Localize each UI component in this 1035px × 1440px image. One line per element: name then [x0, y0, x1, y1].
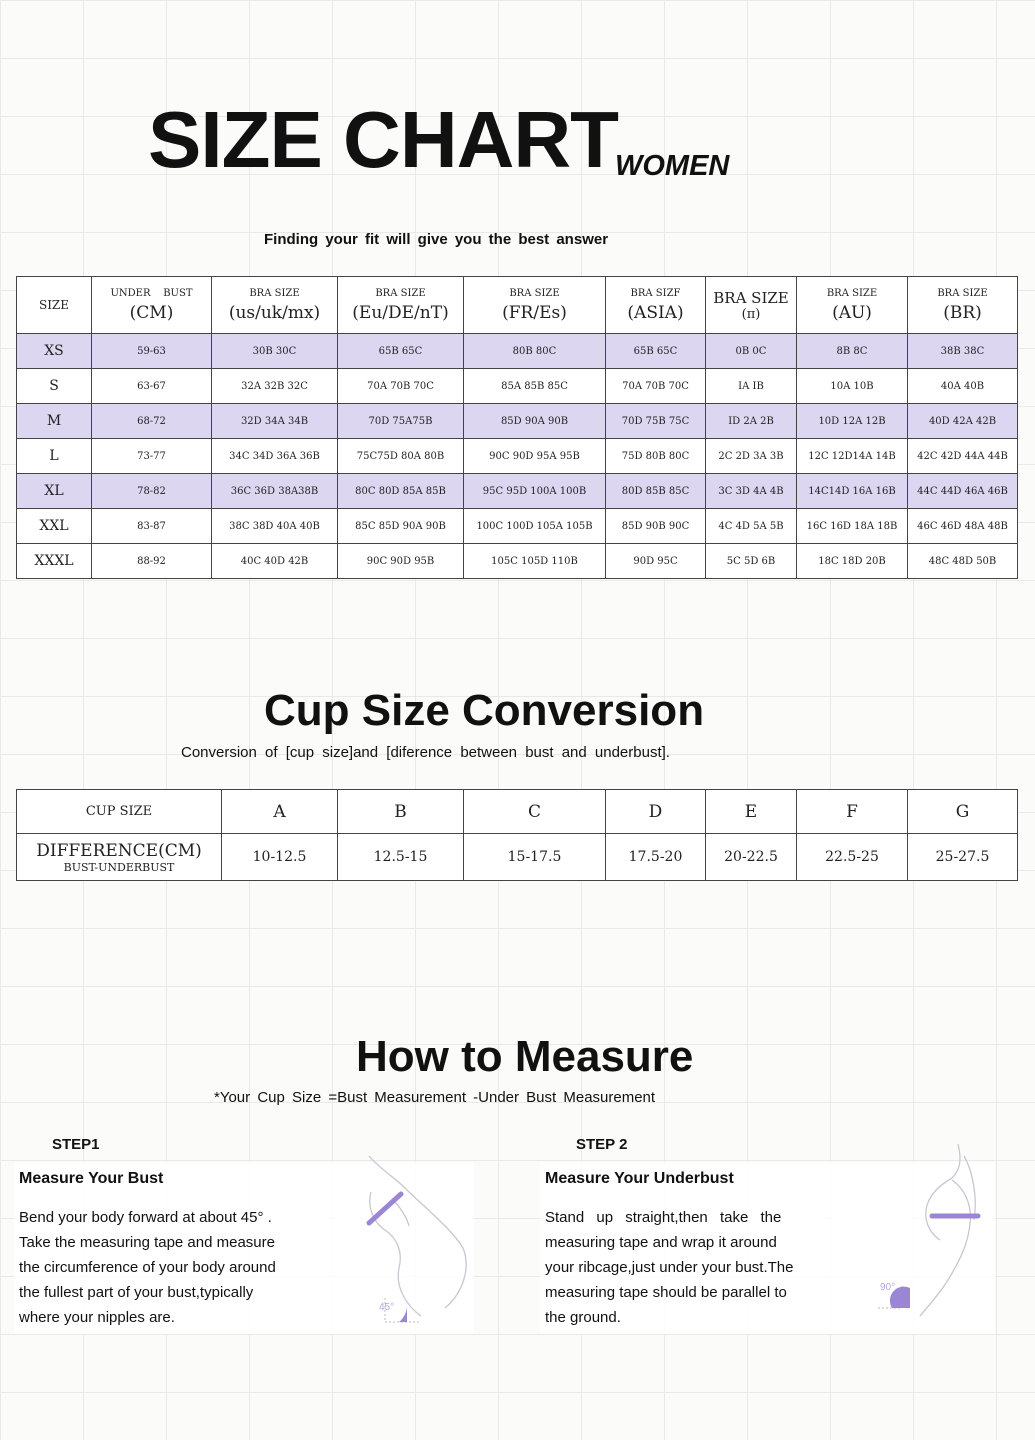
step2-line: measuring tape should be parallel to [545, 1284, 787, 1301]
step2-line: Stand up straight,then take the [545, 1209, 782, 1226]
cup-table [16, 789, 1018, 881]
cup-section-title: Cup Size Conversion [264, 686, 705, 735]
bra-size-cell: 12C 12D14A 14B [797, 439, 908, 474]
bra-size-cell: 85C 85D 90A 90B [338, 509, 464, 544]
column-header: BRA SIZE (π) [706, 277, 797, 334]
bend-forward-figure [355, 1148, 475, 1328]
difference-cell: 12.5-15 [338, 834, 464, 881]
bra-size-cell: 65B 65C [338, 334, 464, 369]
measure-section-title: How to Measure [356, 1032, 694, 1081]
size-table-header-row [17, 277, 1018, 334]
underbust-cell: 78-82 [92, 474, 212, 509]
bra-size-cell: 90D 95C [606, 544, 706, 579]
cup-letter-cell: C [464, 790, 606, 834]
figure-outline [369, 1156, 466, 1316]
size-row [17, 439, 1018, 474]
angle-label: 45° [379, 1302, 395, 1313]
bra-size-cell: 90C 90D 95B [338, 544, 464, 579]
bra-size-cell: 34C 34D 36A 36B [212, 439, 338, 474]
size-cell: L [17, 439, 92, 474]
difference-cell: 17.5-20 [606, 834, 706, 881]
measuring-tape [369, 1194, 401, 1223]
step1-label: STEP1 [52, 1136, 100, 1153]
size-row [17, 474, 1018, 509]
bra-size-cell: ID 2A 2B [706, 404, 797, 439]
step2-line: your ribcage,just under your bust.The [545, 1259, 794, 1276]
column-header: BRA SIZE (BR) [908, 277, 1018, 334]
size-cell: XXXL [17, 544, 92, 579]
column-header: BRA SIZE (FR/Es) [464, 277, 606, 334]
step2-heading: Measure Your Underbust [545, 1170, 734, 1187]
cup-letter-cell: A [222, 790, 338, 834]
bra-size-cell: 5C 5D 6B [706, 544, 797, 579]
bra-size-cell: 80B 80C [464, 334, 606, 369]
bra-size-cell: 38C 38D 40A 40B [212, 509, 338, 544]
bra-size-cell: 4C 4D 5A 5B [706, 509, 797, 544]
size-row [17, 404, 1018, 439]
difference-cell: 20-22.5 [706, 834, 797, 881]
bra-size-cell: 100C 100D 105A 105B [464, 509, 606, 544]
bra-size-cell: 65B 65C [606, 334, 706, 369]
bra-size-cell: 30B 30C [212, 334, 338, 369]
difference-cell: 22.5-25 [797, 834, 908, 881]
size-row [17, 544, 1018, 579]
cup-letter-cell: D [606, 790, 706, 834]
size-table-body [17, 334, 1018, 579]
column-header: BRA SIZE (AU) [797, 277, 908, 334]
page-subtitle: WOMEN [615, 150, 730, 182]
bra-size-cell: 32D 34A 34B [212, 404, 338, 439]
bra-size-cell: 42C 42D 44A 44B [908, 439, 1018, 474]
bra-size-cell: 70A 70B 70C [338, 369, 464, 404]
size-row [17, 509, 1018, 544]
underbust-header: UNDER BUST (CM) [92, 277, 212, 334]
step2-text [545, 1205, 793, 1330]
bra-size-cell: 0B 0C [706, 334, 797, 369]
underbust-cell: 59-63 [92, 334, 212, 369]
tagline: Finding your fit will give you the best answer [264, 231, 609, 248]
size-cell: S [17, 369, 92, 404]
bra-size-cell: 36C 36D 38A38B [212, 474, 338, 509]
bra-size-cell: 10A 10B [797, 369, 908, 404]
step1-line: the fullest part of your bust,typically [19, 1284, 254, 1301]
difference-cell: 15-17.5 [464, 834, 606, 881]
bra-size-cell: 85D 90A 90B [464, 404, 606, 439]
bra-size-cell: 40D 42A 42B [908, 404, 1018, 439]
bra-size-cell: 10D 12A 12B [797, 404, 908, 439]
cup-size-row [17, 790, 1018, 834]
figure-outline [920, 1144, 975, 1316]
cup-letter-cell: G [908, 790, 1018, 834]
size-row [17, 334, 1018, 369]
angle-wedge [399, 1304, 407, 1322]
size-cell: M [17, 404, 92, 439]
bra-size-cell: 70D 75A75B [338, 404, 464, 439]
difference-cell: 25-27.5 [908, 834, 1018, 881]
bra-size-cell: 80D 85B 85C [606, 474, 706, 509]
bra-size-cell: 38B 38C [908, 334, 1018, 369]
column-header: BRA SIZE (us/uk/mx) [212, 277, 338, 334]
step1-text [19, 1205, 276, 1330]
bra-size-cell: 8B 8C [797, 334, 908, 369]
bra-size-cell: 85D 90B 90C [606, 509, 706, 544]
column-header: BRA SIZF (ASIA) [606, 277, 706, 334]
column-header: BRA SIZE (Eu/DE/nT) [338, 277, 464, 334]
bra-size-cell: 18C 18D 20B [797, 544, 908, 579]
cup-letter-cell: E [706, 790, 797, 834]
step1-line: where your nipples are. [19, 1309, 175, 1326]
bra-size-cell: IA IB [706, 369, 797, 404]
measure-note: *Your Cup Size =Bust Measurement -Under Bust Measurement [214, 1089, 656, 1106]
bra-size-cell: 44C 44D 46A 46B [908, 474, 1018, 509]
bra-size-cell: 75D 80B 80C [606, 439, 706, 474]
bra-size-cell: 70D 75B 75C [606, 404, 706, 439]
cup-size-label: CUP SIZE [17, 790, 222, 834]
bra-size-cell: 75C75D 80A 80B [338, 439, 464, 474]
bra-size-cell: 95C 95D 100A 100B [464, 474, 606, 509]
bra-size-cell: 85A 85B 85C [464, 369, 606, 404]
underbust-cell: 83-87 [92, 509, 212, 544]
difference-row [17, 834, 1018, 881]
page-title: SIZE CHART [148, 95, 618, 184]
step2-line: the ground. [545, 1309, 621, 1326]
size-row [17, 369, 1018, 404]
bra-size-cell: 2C 2D 3A 3B [706, 439, 797, 474]
cup-section-subtitle: Conversion of [cup size]and [diference between bust and underbust]. [181, 744, 670, 761]
size-cell: XL [17, 474, 92, 509]
step1-line: Take the measuring tape and measure [19, 1234, 275, 1251]
angle-label: 90° [880, 1282, 896, 1293]
size-cell: XS [17, 334, 92, 369]
bra-size-cell: 14C14D 16A 16B [797, 474, 908, 509]
bra-size-cell: 48C 48D 50B [908, 544, 1018, 579]
step1-line: the circumference of your body around [19, 1259, 276, 1276]
difference-cell: 10-12.5 [222, 834, 338, 881]
size-table [16, 276, 1018, 579]
step1-heading: Measure Your Bust [19, 1170, 164, 1187]
bra-size-cell: 3C 3D 4A 4B [706, 474, 797, 509]
underbust-cell: 88-92 [92, 544, 212, 579]
bra-size-cell: 32A 32B 32C [212, 369, 338, 404]
underbust-cell: 63-67 [92, 369, 212, 404]
bra-size-cell: 16C 16D 18A 18B [797, 509, 908, 544]
bra-size-cell: 90C 90D 95A 95B [464, 439, 606, 474]
step2-line: measuring tape and wrap it around [545, 1234, 777, 1251]
bra-size-cell: 80C 80D 85A 85B [338, 474, 464, 509]
cup-letter-cell: B [338, 790, 464, 834]
underbust-cell: 73-77 [92, 439, 212, 474]
bra-size-cell: 40C 40D 42B [212, 544, 338, 579]
underbust-cell: 68-72 [92, 404, 212, 439]
bra-size-cell: 40A 40B [908, 369, 1018, 404]
step2-label: STEP 2 [576, 1136, 628, 1153]
difference-label: DIFFERENCE(CM) BUST-UNDERBUST [17, 834, 222, 881]
standing-figure [868, 1140, 998, 1320]
bra-size-cell: 105C 105D 110B [464, 544, 606, 579]
step1-line: Bend your body forward at about 45° . [19, 1209, 272, 1226]
size-header: SIZE [17, 277, 92, 334]
size-cell: XXL [17, 509, 92, 544]
cup-letter-cell: F [797, 790, 908, 834]
bra-size-cell: 46C 46D 48A 48B [908, 509, 1018, 544]
bra-size-cell: 70A 70B 70C [606, 369, 706, 404]
